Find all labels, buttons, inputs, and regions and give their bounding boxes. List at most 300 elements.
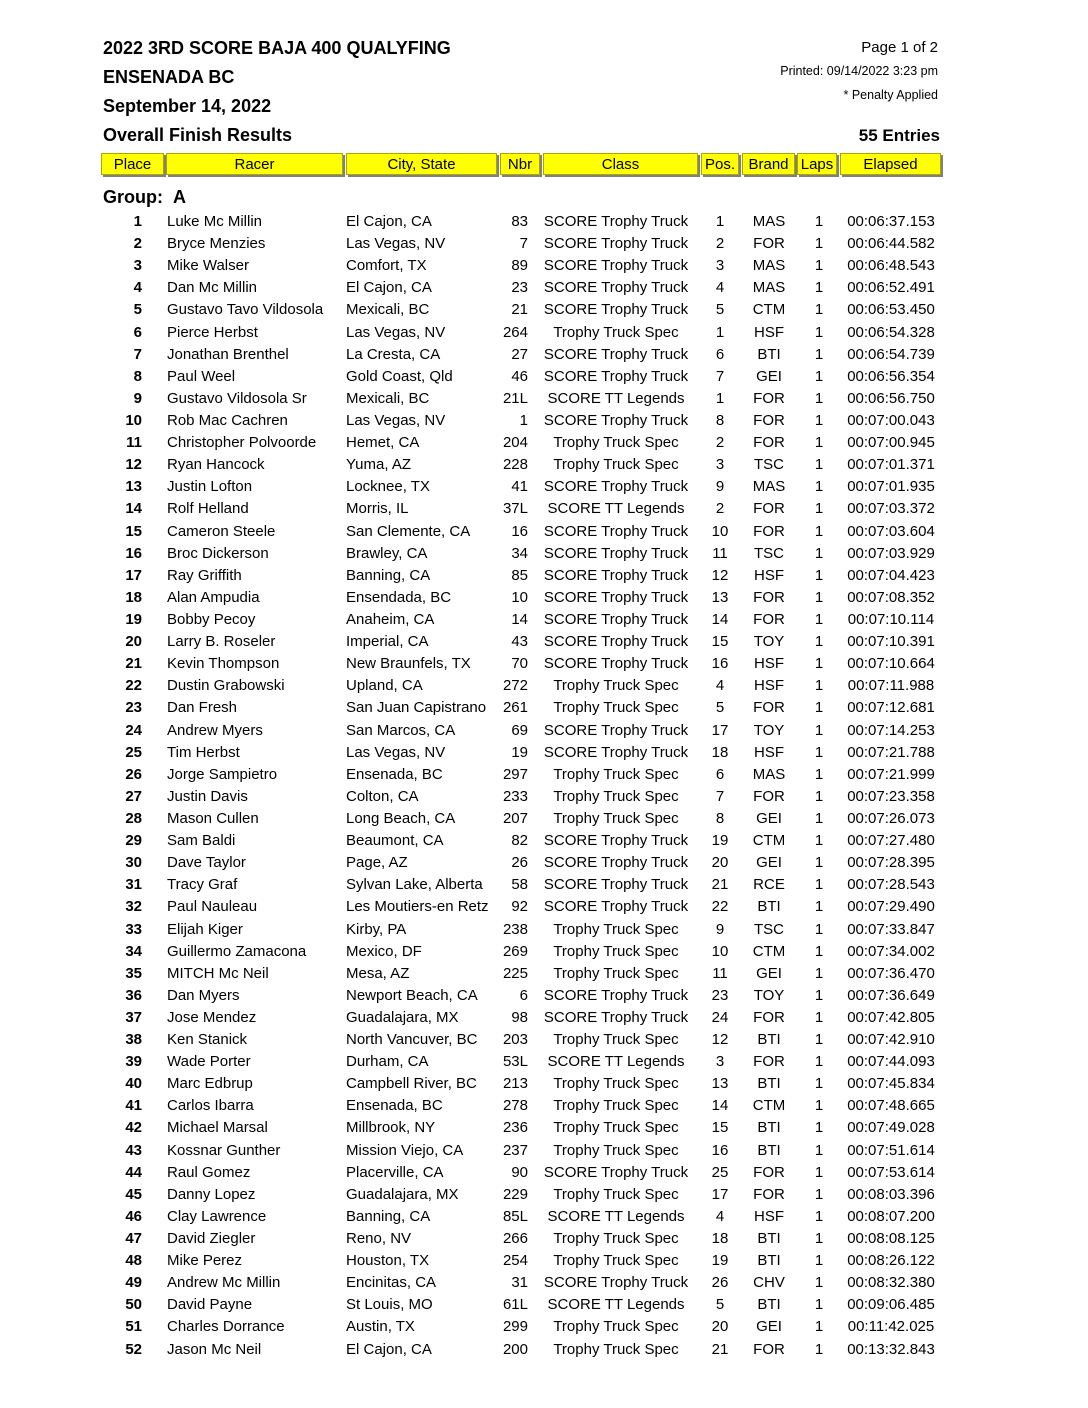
place-cell: 24 (125, 721, 142, 739)
report-title: Overall Finish Results (103, 125, 293, 145)
racer-cell: Elijah Kiger (167, 920, 243, 938)
laps-cell: 1 (814, 456, 824, 474)
class-cell: Trophy Truck Spec (553, 1119, 679, 1137)
racer-cell: David Payne (167, 1296, 253, 1314)
pos-cell: 19 (711, 1252, 729, 1270)
printed-timestamp: Printed: 09/14/2022 3:23 pm (780, 64, 938, 78)
pos-cell: 3 (715, 456, 725, 474)
pos-cell: 4 (715, 1207, 725, 1225)
nbr-cell: 37L (502, 500, 528, 518)
nbr-cell: 90 (511, 1163, 528, 1181)
pos-cell: 24 (711, 1008, 729, 1026)
city-state-cell: El Cajon, CA (346, 1340, 432, 1358)
pos-cell: 15 (711, 1119, 729, 1137)
racer-cell: Michael Marsal (167, 1119, 268, 1137)
city-state-cell: Les Moutiers-en Retz (346, 898, 489, 916)
elapsed-cell: 00:07:00.043 (847, 411, 935, 429)
city-state-cell: Ensendada, BC (346, 588, 452, 606)
brand-cell: FOR (753, 1053, 785, 1071)
elapsed-cell: 00:07:10.114 (847, 610, 935, 628)
nbr-cell: 236 (502, 1119, 528, 1137)
table-row (0, 1140, 1088, 1162)
nbr-cell: 207 (502, 809, 528, 827)
table-row (0, 344, 1088, 366)
racer-cell: Alan Ampudia (167, 588, 260, 606)
table-row (0, 587, 1088, 609)
laps-cell: 1 (814, 367, 824, 385)
city-state-cell: Guadalajara, MX (346, 1185, 459, 1203)
laps-cell: 1 (814, 235, 824, 253)
city-state-cell: Banning, CA (346, 1207, 431, 1225)
place-cell: 33 (125, 920, 142, 938)
pos-cell: 13 (711, 1075, 729, 1093)
city-state-cell: Locknee, TX (346, 478, 430, 496)
elapsed-cell: 00:13:32.843 (847, 1340, 935, 1358)
city-state-cell: Las Vegas, NV (346, 743, 446, 761)
pos-cell: 12 (711, 1031, 729, 1049)
place-cell: 15 (125, 522, 142, 540)
city-state-cell: Mexicali, BC (346, 301, 430, 319)
pos-cell: 20 (711, 1318, 729, 1336)
laps-cell: 1 (814, 213, 824, 230)
class-cell: SCORE Trophy Truck (543, 544, 689, 562)
city-state-cell: Yuma, AZ (346, 456, 412, 474)
class-cell: SCORE Trophy Truck (543, 721, 689, 739)
racer-cell: Jonathan Brenthel (167, 345, 289, 363)
place-cell: 46 (125, 1207, 142, 1225)
racer-cell: Guillermo Zamacona (167, 942, 307, 960)
table-row (0, 543, 1088, 565)
nbr-cell: 229 (502, 1185, 528, 1203)
table-row (0, 1007, 1088, 1029)
city-state-cell: Upland, CA (346, 677, 423, 695)
brand-cell: FOR (753, 787, 785, 805)
nbr-cell: 278 (502, 1097, 528, 1115)
column-header-elapsed: Elapsed (840, 153, 941, 175)
table-row (0, 919, 1088, 941)
laps-cell: 1 (814, 1119, 824, 1137)
column-header-city-state: City, State (346, 153, 497, 175)
event-title: 2022 3RD SCORE BAJA 400 QUALYFING (103, 38, 451, 58)
elapsed-cell: 00:07:21.999 (847, 765, 935, 783)
racer-cell: Mike Perez (167, 1252, 243, 1270)
nbr-cell: 43 (511, 633, 528, 651)
pos-cell: 14 (711, 610, 729, 628)
racer-cell: Tim Herbst (167, 743, 240, 761)
table-row (0, 941, 1088, 963)
class-cell: SCORE Trophy Truck (543, 898, 689, 916)
table-row (0, 985, 1088, 1007)
brand-cell: HSF (754, 677, 784, 695)
brand-cell: BTI (757, 1141, 781, 1159)
place-cell: 12 (125, 456, 142, 474)
nbr-cell: 213 (502, 1075, 528, 1093)
table-row (0, 255, 1088, 277)
city-state-cell: Durham, CA (346, 1053, 429, 1071)
pos-cell: 10 (711, 522, 729, 540)
brand-cell: TSC (754, 456, 784, 474)
class-cell: Trophy Truck Spec (553, 1340, 679, 1358)
brand-cell: FOR (753, 1185, 785, 1203)
nbr-cell: 228 (502, 456, 528, 474)
class-cell: SCORE Trophy Truck (543, 610, 689, 628)
elapsed-cell: 00:07:48.665 (847, 1097, 935, 1115)
elapsed-cell: 00:09:06.485 (847, 1296, 935, 1314)
laps-cell: 1 (814, 478, 824, 496)
city-state-cell: Hemet, CA (346, 434, 420, 452)
racer-cell: Broc Dickerson (167, 544, 269, 562)
class-cell: SCORE Trophy Truck (543, 1163, 689, 1181)
laps-cell: 1 (814, 1141, 824, 1159)
elapsed-cell: 00:08:08.125 (847, 1230, 935, 1248)
elapsed-cell: 00:07:21.788 (847, 743, 935, 761)
city-state-cell: Ensenada, BC (346, 1097, 443, 1115)
city-state-cell: Beaumont, CA (346, 832, 444, 850)
pos-cell: 6 (715, 765, 725, 783)
event-location: ENSENADA BC (103, 67, 235, 87)
place-cell: 20 (125, 633, 142, 651)
pos-cell: 1 (715, 213, 725, 230)
class-cell: Trophy Truck Spec (553, 456, 679, 474)
nbr-cell: 85 (511, 566, 528, 584)
brand-cell: MAS (752, 279, 786, 297)
class-cell: SCORE TT Legends (547, 1207, 685, 1225)
elapsed-cell: 00:07:03.929 (847, 544, 935, 562)
pos-cell: 14 (711, 1097, 729, 1115)
racer-cell: MITCH Mc Neil (167, 964, 269, 982)
class-cell: SCORE TT Legends (547, 1296, 685, 1314)
elapsed-cell: 00:07:03.372 (847, 500, 935, 518)
nbr-cell: 69 (511, 721, 528, 739)
nbr-cell: 85L (502, 1207, 528, 1225)
brand-cell: MAS (752, 478, 786, 496)
racer-cell: Marc Edbrup (167, 1075, 253, 1093)
nbr-cell: 237 (502, 1141, 528, 1159)
brand-cell: CTM (752, 301, 786, 319)
class-cell: SCORE Trophy Truck (543, 655, 689, 673)
nbr-cell: 70 (511, 655, 528, 673)
pos-cell: 19 (711, 832, 729, 850)
table-row (0, 720, 1088, 742)
racer-cell: Ray Griffith (167, 566, 242, 584)
nbr-cell: 264 (502, 323, 528, 341)
laps-cell: 1 (814, 411, 824, 429)
place-cell: 27 (125, 787, 142, 805)
city-state-cell: Anaheim, CA (346, 610, 435, 628)
pos-cell: 22 (711, 898, 729, 916)
place-cell: 9 (133, 389, 142, 407)
brand-cell: TSC (754, 920, 784, 938)
laps-cell: 1 (814, 920, 824, 938)
pos-cell: 3 (715, 1053, 725, 1071)
laps-cell: 1 (814, 876, 824, 894)
pos-cell: 3 (715, 257, 725, 275)
class-cell: Trophy Truck Spec (553, 787, 679, 805)
table-row (0, 565, 1088, 587)
brand-cell: BTI (757, 898, 781, 916)
city-state-cell: Long Beach, CA (346, 809, 456, 827)
class-cell: SCORE Trophy Truck (543, 522, 689, 540)
brand-cell: FOR (753, 1008, 785, 1026)
nbr-cell: 299 (502, 1318, 528, 1336)
racer-cell: David Ziegler (167, 1230, 256, 1248)
pos-cell: 4 (715, 279, 725, 297)
class-cell: SCORE TT Legends (547, 389, 685, 407)
brand-cell: MAS (752, 765, 786, 783)
class-cell: SCORE Trophy Truck (543, 1274, 689, 1292)
elapsed-cell: 00:06:53.450 (847, 301, 935, 319)
nbr-cell: 53L (502, 1053, 528, 1071)
place-cell: 31 (125, 876, 142, 894)
city-state-cell: Placerville, CA (346, 1163, 444, 1181)
place-cell: 8 (133, 367, 142, 385)
pos-cell: 2 (715, 500, 725, 518)
laps-cell: 1 (814, 699, 824, 717)
place-cell: 28 (125, 809, 142, 827)
laps-cell: 1 (814, 1053, 824, 1071)
laps-cell: 1 (814, 677, 824, 695)
place-cell: 19 (125, 610, 142, 628)
racer-cell: Kevin Thompson (167, 655, 280, 673)
table-row (0, 697, 1088, 719)
column-header-pos: Pos. (701, 153, 739, 175)
table-row (0, 299, 1088, 321)
laps-cell: 1 (814, 633, 824, 651)
place-cell: 7 (133, 345, 142, 363)
class-cell: SCORE Trophy Truck (543, 876, 689, 894)
nbr-cell: 83 (511, 213, 528, 230)
city-state-cell: St Louis, MO (346, 1296, 433, 1314)
racer-cell: Larry B. Roseler (167, 633, 276, 651)
class-cell: SCORE Trophy Truck (543, 478, 689, 496)
nbr-cell: 16 (511, 522, 528, 540)
event-date: September 14, 2022 (103, 96, 272, 116)
class-cell: Trophy Truck Spec (553, 920, 679, 938)
elapsed-cell: 00:06:56.750 (847, 389, 935, 407)
place-cell: 45 (125, 1185, 142, 1203)
pos-cell: 11 (712, 964, 728, 982)
pos-cell: 15 (711, 633, 729, 651)
pos-cell: 17 (711, 721, 729, 739)
class-cell: SCORE TT Legends (547, 1053, 685, 1071)
brand-cell: FOR (753, 699, 785, 717)
city-state-cell: Kirby, PA (346, 920, 407, 938)
elapsed-cell: 00:08:07.200 (847, 1207, 935, 1225)
laps-cell: 1 (814, 942, 824, 960)
pos-cell: 16 (711, 1141, 729, 1159)
elapsed-cell: 00:06:54.739 (847, 345, 935, 363)
class-cell: SCORE Trophy Truck (543, 1008, 689, 1026)
column-header-laps: Laps (797, 153, 837, 175)
table-row (0, 896, 1088, 918)
place-cell: 10 (125, 411, 142, 429)
table-row (0, 277, 1088, 299)
class-cell: Trophy Truck Spec (553, 323, 679, 341)
nbr-cell: 266 (502, 1230, 528, 1248)
nbr-cell: 34 (511, 544, 528, 562)
place-cell: 3 (133, 257, 142, 275)
laps-cell: 1 (814, 743, 824, 761)
city-state-cell: New Braunfels, TX (346, 655, 471, 673)
column-header-row (0, 153, 1088, 179)
class-cell: SCORE Trophy Truck (543, 367, 689, 385)
penalty-note: * Penalty Applied (843, 88, 938, 102)
pos-cell: 4 (715, 677, 725, 695)
brand-cell: FOR (753, 610, 785, 628)
brand-cell: RCE (753, 876, 785, 894)
city-state-cell: Las Vegas, NV (346, 411, 446, 429)
nbr-cell: 46 (511, 367, 528, 385)
laps-cell: 1 (814, 1207, 824, 1225)
laps-cell: 1 (814, 1318, 824, 1336)
place-cell: 35 (125, 964, 142, 982)
elapsed-cell: 00:07:01.935 (847, 478, 935, 496)
table-row (0, 631, 1088, 653)
brand-cell: FOR (753, 522, 785, 540)
city-state-cell: Encinitas, CA (346, 1274, 437, 1292)
table-row (0, 1339, 1088, 1361)
pos-cell: 5 (715, 699, 725, 717)
nbr-cell: 272 (502, 677, 528, 695)
class-cell: Trophy Truck Spec (553, 1141, 679, 1159)
place-cell: 22 (125, 677, 142, 695)
pos-cell: 7 (715, 367, 725, 385)
city-state-cell: Morris, IL (346, 500, 409, 518)
nbr-cell: 6 (519, 986, 528, 1004)
place-cell: 39 (125, 1053, 142, 1071)
pos-cell: 5 (715, 1296, 725, 1314)
laps-cell: 1 (814, 389, 824, 407)
table-row (0, 1250, 1088, 1272)
place-cell: 30 (125, 854, 142, 872)
laps-cell: 1 (814, 566, 824, 584)
group-label: Group: (103, 187, 163, 207)
group-value: A (173, 187, 186, 207)
elapsed-cell: 00:07:53.614 (847, 1163, 935, 1181)
class-cell: Trophy Truck Spec (553, 677, 679, 695)
elapsed-cell: 00:06:37.153 (847, 213, 935, 230)
brand-cell: BTI (757, 1119, 781, 1137)
laps-cell: 1 (814, 279, 824, 297)
pos-cell: 2 (715, 434, 725, 452)
brand-cell: GEI (756, 854, 782, 872)
table-row (0, 410, 1088, 432)
laps-cell: 1 (814, 345, 824, 363)
brand-cell: TOY (753, 721, 785, 739)
racer-cell: Ryan Hancock (167, 456, 265, 474)
table-row (0, 498, 1088, 520)
nbr-cell: 27 (511, 345, 528, 363)
column-header-racer: Racer (166, 153, 343, 175)
table-row (0, 963, 1088, 985)
class-cell: SCORE Trophy Truck (543, 257, 689, 275)
city-state-cell: Austin, TX (346, 1318, 415, 1336)
pos-cell: 11 (712, 544, 728, 562)
racer-cell: Raul Gomez (167, 1163, 251, 1181)
brand-cell: BTI (757, 1296, 781, 1314)
table-row (0, 1184, 1088, 1206)
brand-cell: HSF (754, 1207, 784, 1225)
brand-cell: GEI (756, 964, 782, 982)
racer-cell: Rob Mac Cachren (167, 411, 288, 429)
elapsed-cell: 00:08:26.122 (847, 1252, 935, 1270)
racer-cell: Ken Stanick (167, 1031, 248, 1049)
racer-cell: Danny Lopez (167, 1185, 256, 1203)
nbr-cell: 82 (511, 832, 528, 850)
city-state-cell: Gold Coast, Qld (346, 367, 453, 385)
column-header-brand: Brand (742, 153, 795, 175)
class-cell: Trophy Truck Spec (553, 1185, 679, 1203)
place-cell: 17 (125, 566, 142, 584)
place-cell: 47 (125, 1230, 142, 1248)
laps-cell: 1 (814, 1274, 824, 1292)
elapsed-cell: 00:07:10.664 (847, 655, 935, 673)
elapsed-cell: 00:07:04.423 (847, 566, 935, 584)
table-row (0, 852, 1088, 874)
column-header-place: Place (101, 153, 164, 175)
table-row (0, 1228, 1088, 1250)
class-cell: SCORE Trophy Truck (543, 743, 689, 761)
table-row (0, 454, 1088, 476)
place-cell: 2 (133, 235, 142, 253)
racer-cell: Sam Baldi (167, 832, 236, 850)
brand-cell: GEI (756, 367, 782, 385)
brand-cell: GEI (756, 809, 782, 827)
column-header-nbr: Nbr (500, 153, 540, 175)
place-cell: 52 (125, 1340, 142, 1358)
table-row (0, 808, 1088, 830)
pos-cell: 9 (715, 920, 725, 938)
nbr-cell: 89 (511, 257, 528, 275)
laps-cell: 1 (814, 1185, 824, 1203)
racer-cell: Charles Dorrance (167, 1318, 285, 1336)
nbr-cell: 203 (502, 1031, 528, 1049)
brand-cell: TOY (753, 986, 785, 1004)
city-state-cell: Mexicali, BC (346, 389, 430, 407)
pos-cell: 17 (711, 1185, 729, 1203)
column-header-class: Class (543, 153, 698, 175)
racer-cell: Mason Cullen (167, 809, 259, 827)
group-heading (103, 187, 186, 208)
brand-cell: FOR (753, 1340, 785, 1358)
table-row (0, 1073, 1088, 1095)
city-state-cell: Banning, CA (346, 566, 431, 584)
laps-cell: 1 (814, 1097, 824, 1115)
place-cell: 43 (125, 1141, 142, 1159)
laps-cell: 1 (814, 323, 824, 341)
elapsed-cell: 00:07:36.470 (847, 964, 935, 982)
laps-cell: 1 (814, 588, 824, 606)
city-state-cell: San Clemente, CA (346, 522, 471, 540)
pos-cell: 25 (711, 1163, 729, 1181)
table-row (0, 1117, 1088, 1139)
city-state-cell: El Cajon, CA (346, 213, 432, 230)
nbr-cell: 31 (511, 1274, 528, 1292)
nbr-cell: 7 (519, 235, 528, 253)
place-cell: 25 (125, 743, 142, 761)
racer-cell: Gustavo Vildosola Sr (167, 389, 307, 407)
brand-cell: CHV (753, 1274, 785, 1292)
nbr-cell: 58 (511, 876, 528, 894)
place-cell: 51 (125, 1318, 142, 1336)
table-row (0, 388, 1088, 410)
table-row (0, 432, 1088, 454)
table-row (0, 653, 1088, 675)
laps-cell: 1 (814, 1296, 824, 1314)
place-cell: 50 (125, 1296, 142, 1314)
class-cell: SCORE Trophy Truck (543, 301, 689, 319)
place-cell: 16 (125, 544, 142, 562)
